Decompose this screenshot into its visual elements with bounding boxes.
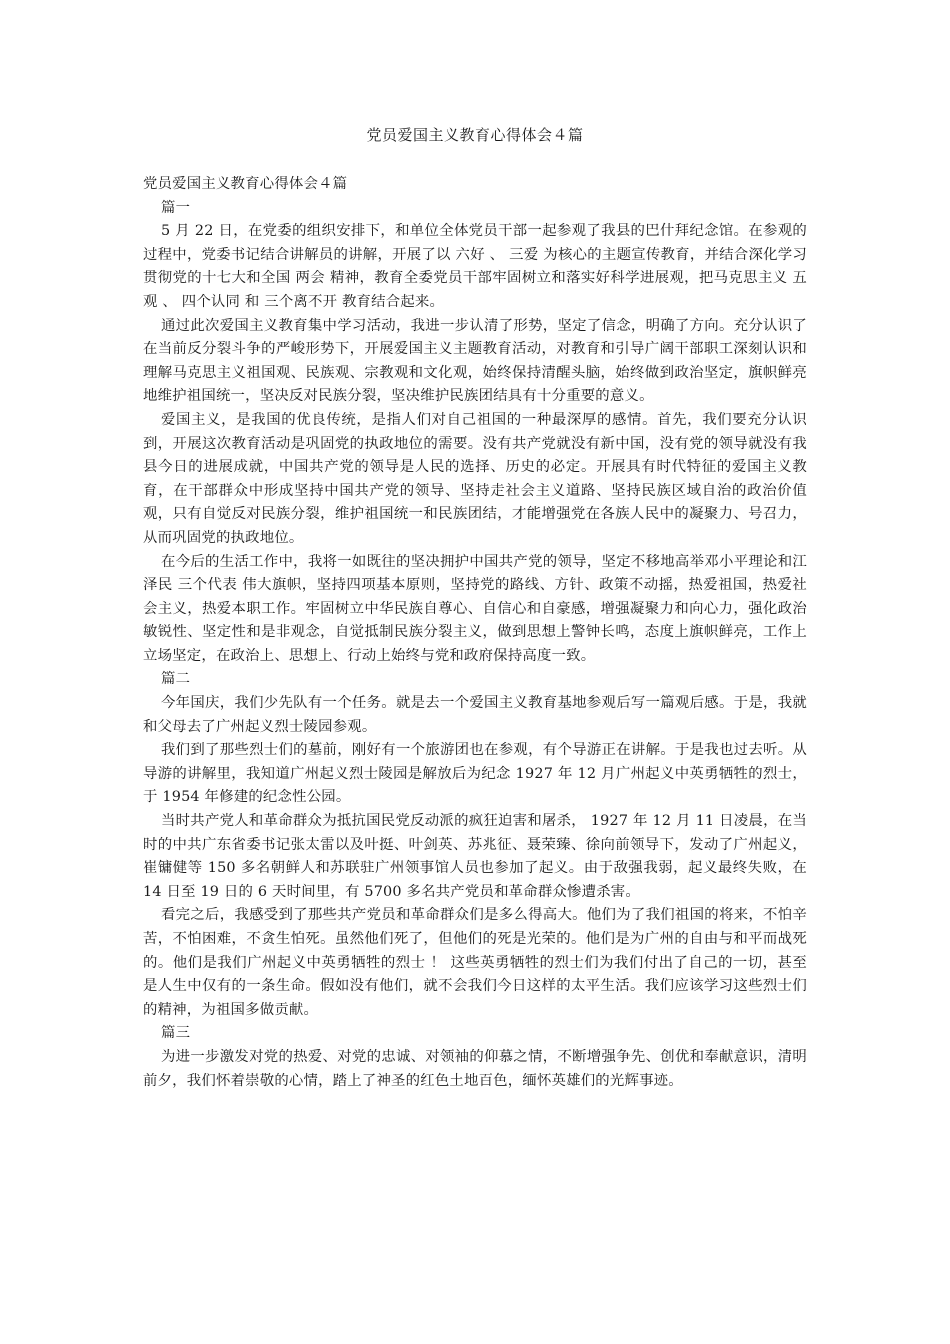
document-title: 党员爱国主义教育心得体会４篇: [366, 126, 584, 144]
section-label-1: 篇一: [161, 199, 191, 216]
paragraph: 通过此次爱国主义教育集中学习活动，我进一步认清了形势，坚定了信念，明确了方向。充分认识了在当前反分裂斗争的严峻形势下，开展爱国主义主题教育活动，对教育和引导广阔干部职工深刻认识和理解马克思主义祖国观、民族观、宗教观和文化观，始终保持清醒头脑，始终做到政治坚定，旗帜鲜亮地维护祖国统一，坚决反对民族分裂，坚决维护民族团结具有十分重要的意义。: [143, 317, 807, 405]
paragraph: 爱国主义，是我国的优良传统，是指人们对自己祖国的一种最深厚的感情。首先，我们要充分认识到，开展这次教育活动是巩固党的执政地位的需要。没有共产党就没有新中国，没有党的领导就没有我县今日的进展成就，中国共产党的领导是人民的选择、历史的必定。开展具有时代特征的爱国主义教育，在干部群众中形成坚持中国共产党的领导、坚持走社会主义道路、坚持民族区域自治的政治价值观，只有自觉反对民族分裂，维护祖国统一和民族团结，才能增强党在各族人民中的凝聚力、号召力，从而巩固党的执政地位。: [143, 411, 807, 546]
paragraph: 今年国庆，我们少先队有一个任务。就是去一个爱国主义教育基地参观后写一篇观后感。于是，我就和父母去了广州起义烈士陵园参观。: [143, 695, 807, 735]
paragraph: 当时共产党人和革命群众为抵抗国民党反动派的疯狂迫害和屠杀， 1927 年 12 月 11 日凌晨，在当时的中共广东省委书记张太雷以及叶挺、叶剑英、苏兆征、聂荣臻、徐向前领导下，发动了广州起义，崔镛健等 150 多名朝鲜人和苏联驻广州领事馆人员也参加了起义。由于敌强我弱，起义最终失败，在 14 日至 19 日的 6 天时间里，有 5700 多名共产党员和革命群众惨遭杀害。: [143, 813, 807, 900]
paragraph: 5 月 22 日，在党委的组织安排下，和单位全体党员干部一起参观了我县的巴什拜纪念馆。在参观的过程中，党委书记结合讲解员的讲解，开展了以 六好 、 三爱 为核心的主题宣传教育，并结合深化学习贯彻党的十七大和全国 两会 精神，教育全委党员干部牢固树立和落实好科学进展观，把马克思主义 五观 、 四个认同 和 三个离不开 教育结合起来。: [143, 223, 807, 310]
paragraph: 看完之后，我感受到了那些共产党员和革命群众们是多么得高大。他们为了我们祖国的将来，不怕辛苦，不怕困难，不贪生怕死。虽然他们死了，但他们的死是光荣的。他们是为广州的自由与和平而战死的。他们是我们广州起义中英勇牺牲的烈士 ！ 这些英勇牺牲的烈士们为我们付出了自己的一切，甚至是人生中仅有的一条生命。假如没有他们，就不会我们今日这样的太平生活。我们应该学习这些烈士们的精神，为祖国多做贡献。: [143, 907, 807, 1018]
paragraph: 我们到了那些烈士们的墓前，刚好有一个旅游团也在参观，有个导游正在讲解。于是我也过去听。从导游的讲解里，我知道广州起义烈士陵园是解放后为纪念 1927 年 12 月广州起义中英勇牺牲的烈士，于 1954 年修建的纪念性公园。: [143, 742, 807, 806]
document-subtitle: 党员爱国主义教育心得体会４篇: [143, 176, 348, 192]
section-label-3: 篇三: [161, 1025, 191, 1042]
paragraph: 在今后的生活工作中，我将一如既往的坚决拥护中国共产党的领导，坚定不移地高举邓小平理论和江泽民 三个代表 伟大旗帜，坚持四项基本原则，坚持党的路线、方针、政策不动摇，热爱祖国，热爱社会主义，热爱本职工作。牢固树立中华民族自尊心、自信心和自豪感，增强凝聚力和向心力，强化政治敏锐性、坚定性和是非观念，自觉抵制民族分裂主义，做到思想上警钟长鸣，态度上旗帜鲜亮，工作上立场坚定，在政治上、思想上、行动上始终与党和政府保持高度一致。: [143, 553, 807, 664]
paragraph: 为进一步激发对党的热爱、对党的忠诚、对领袖的仰慕之情，不断增强争先、创优和奉献意识，清明前夕，我们怀着崇敬的心情，踏上了神圣的红色土地百色，缅怀英雄们的光辉事迹。: [143, 1048, 807, 1089]
section-label-2: 篇二: [161, 671, 191, 688]
document-body: [143, 173, 807, 1093]
